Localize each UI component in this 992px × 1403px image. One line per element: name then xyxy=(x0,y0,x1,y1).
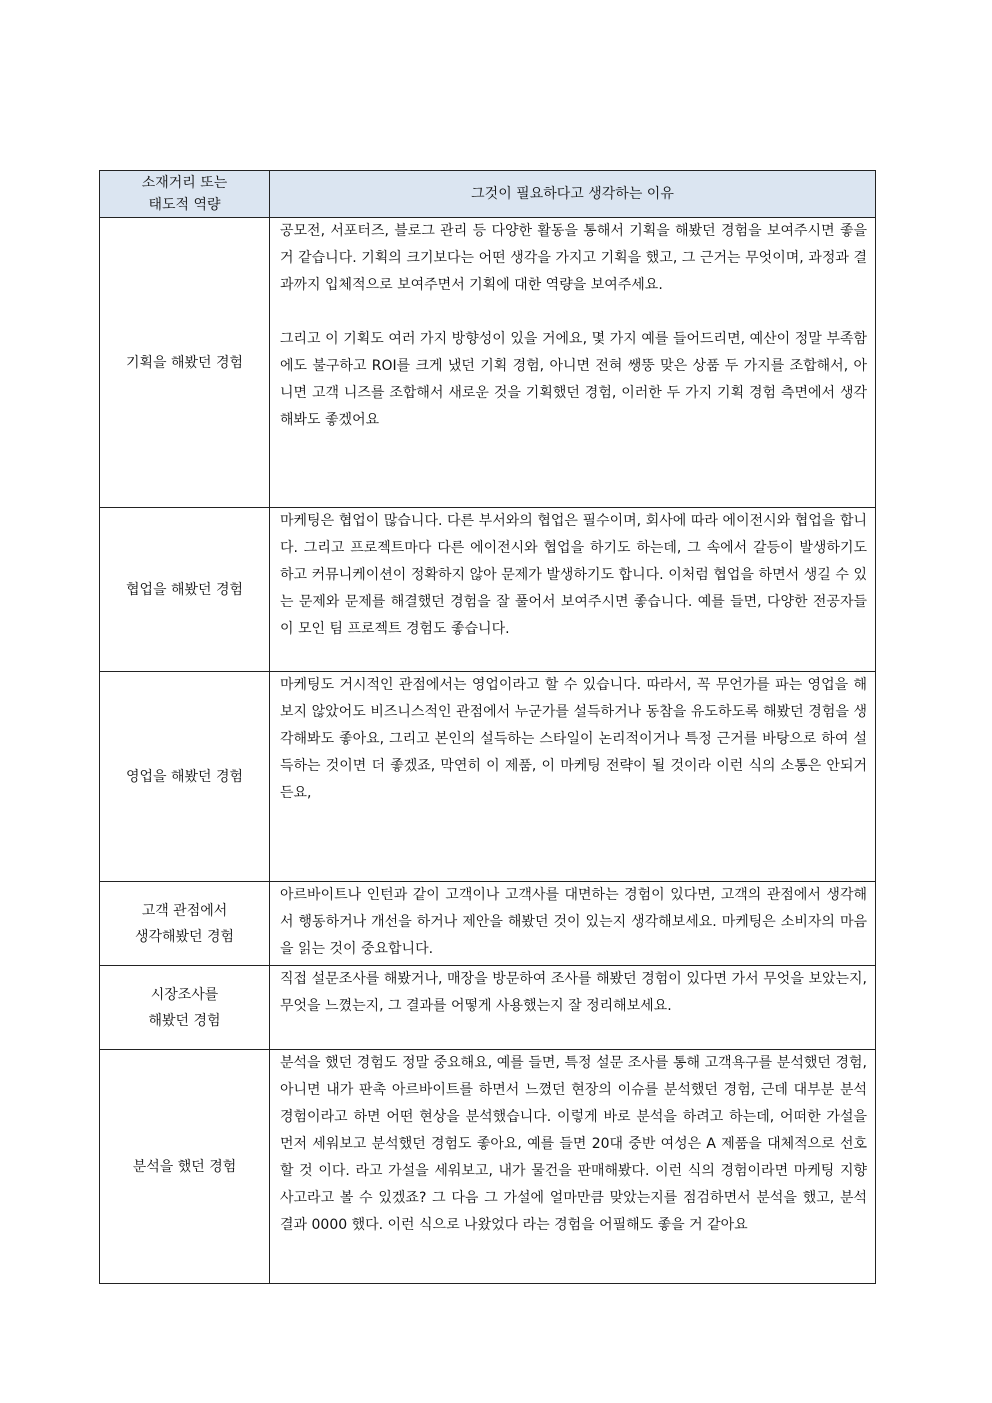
table-row xyxy=(100,218,876,508)
row-label-line1: 분석을 했던 경험 xyxy=(132,1158,237,1175)
header-topic xyxy=(100,171,270,218)
table-row xyxy=(100,966,876,1050)
row-paragraph: 아르바이트나 인턴과 같이 고객이나 고객사를 대면하는 경험이 있다면, 고객의 관점에서 생각해서 행동하거나 개선을 하거나 제안을 해봤던 것이 있는지 생각해보세요. 마케팅은 소비자의 마음을 읽는 것이 중요합니다. xyxy=(280,887,867,957)
row-label xyxy=(100,966,270,1050)
header-reason: 그것이 필요하다고 생각하는 이유 xyxy=(270,171,876,218)
row-label-line2: 해봤던 경험 xyxy=(148,1012,221,1029)
row-paragraph: 직접 설문조사를 해봤거나, 매장을 방문하여 조사를 해봤던 경험이 있다면 가서 무엇을 보았는지, 무엇을 느꼈는지, 그 결과를 어떻게 사용했는지 잘 정리해보세요. xyxy=(280,971,867,1014)
row-label-line2: 생각해봤던 경험 xyxy=(134,928,235,945)
row-label xyxy=(100,672,270,882)
row-label xyxy=(100,508,270,672)
row-content xyxy=(270,508,876,672)
row-paragraph: 분석을 했던 경험도 정말 중요해요, 예를 들면, 특정 설문 조사를 통해 고객욕구를 분석했던 경험, 아니면 내가 판촉 아르바이트를 하면서 느꼈던 현장의 이슈를 분석했던 경험, 근데 대부분 분석 경험이라고 하면 어떤 현상을 분석했습니다. 이렇게 바로 분석을 하려고 하는데, 어떠한 가설을 먼저 세워보고 분석했던 경험도 좋아요, 예를 들면 20대 중반 여성은 A 제품을 대체적으로 선호할 것 이다. 라고 가설을 세워보고, 내가 물건을 판매해봤다. 이런 식의 경험이라면 마케팅 지향 사고라고 볼 수 있겠죠? 그 다음 그 가설에 얼마만큼 맞았는지를 점검하면서 분석을 했고, 분석 결과 0000 했다. 이런 식으로 나왔었다 라는 경험을 어필해도 좋을 거 같아요 xyxy=(280,1055,867,1233)
header-topic-line1: 소재거리 또는 xyxy=(141,175,228,191)
table-row xyxy=(100,1050,876,1284)
row-label-line1: 영업을 해봤던 경험 xyxy=(125,768,244,785)
competency-table xyxy=(99,170,876,1284)
row-label-line1: 시장조사를 xyxy=(150,986,219,1003)
row-paragraph: 마케팅도 거시적인 관점에서는 영업이라고 할 수 있습니다. 따라서, 꼭 무언가를 파는 영업을 해보지 않았어도 비즈니스적인 관점에서 누군가를 설득하거나 동참을 유도하도록 해봤던 경험을 생각해봐도 좋아요, 그리고 본인의 설득하는 스타일이 논리적이거나 특정 근거를 바탕으로 하여 설득하는 것이면 더 좋겠죠, 막연히 이 제품, 이 마케팅 전략이 될 것이라 이런 식의 소통은 안되거든요, xyxy=(280,677,867,801)
row-content xyxy=(270,882,876,966)
row-label-line1: 협업을 해봤던 경험 xyxy=(125,581,244,598)
header-topic-line2: 태도적 역량 xyxy=(148,197,221,213)
row-content xyxy=(270,672,876,882)
row-content xyxy=(270,218,876,508)
row-label xyxy=(100,218,270,508)
table-row xyxy=(100,508,876,672)
row-label xyxy=(100,1050,270,1284)
row-paragraph: 공모전, 서포터즈, 블로그 관리 등 다양한 활동을 통해서 기획을 해봤던 경험을 보여주시면 좋을 거 같습니다. 기획의 크기보다는 어떤 생각을 가지고 기획을 했고, 그 근거는 무엇이며, 과정과 결과까지 입체적으로 보여주면서 기획에 대한 역량을 보여주세요. xyxy=(280,223,867,293)
row-content xyxy=(270,966,876,1050)
row-paragraph: 그리고 이 기획도 여러 가지 방향성이 있을 거에요, 몇 가지 예를 들어드리면, 예산이 정말 부족함에도 불구하고 ROI를 크게 냈던 기획 경험, 아니면 전혀 쌩뚱 맞은 상품 두 가지를 조합해서, 아니면 고객 니즈를 조합해서 새로운 것을 기획했던 경험, 이러한 두 가지 기획 경험 측면에서 생각해봐도 좋겠어요 xyxy=(280,331,867,428)
row-label xyxy=(100,882,270,966)
row-content xyxy=(270,1050,876,1284)
row-label-line1: 고객 관점에서 xyxy=(141,902,228,919)
table-row xyxy=(100,672,876,882)
row-label-line1: 기획을 해봤던 경험 xyxy=(125,354,244,371)
table-header-row xyxy=(100,171,876,218)
table-row xyxy=(100,882,876,966)
row-paragraph: 마케팅은 협업이 많습니다. 다른 부서와의 협업은 필수이며, 회사에 따라 에이전시와 협업을 합니다. 그리고 프로젝트마다 다른 에이전시와 협업을 하기도 하는데, 그 속에서 갈등이 발생하기도 하고 커뮤니케이션이 정확하지 않아 문제가 발생하기도 합니다. 이처럼 협업을 하면서 생길 수 있는 문제와 문제를 해결했던 경험을 잘 풀어서 보여주시면 좋습니다. 예를 들면, 다양한 전공자들이 모인 팀 프로젝트 경험도 좋습니다. xyxy=(280,513,867,637)
